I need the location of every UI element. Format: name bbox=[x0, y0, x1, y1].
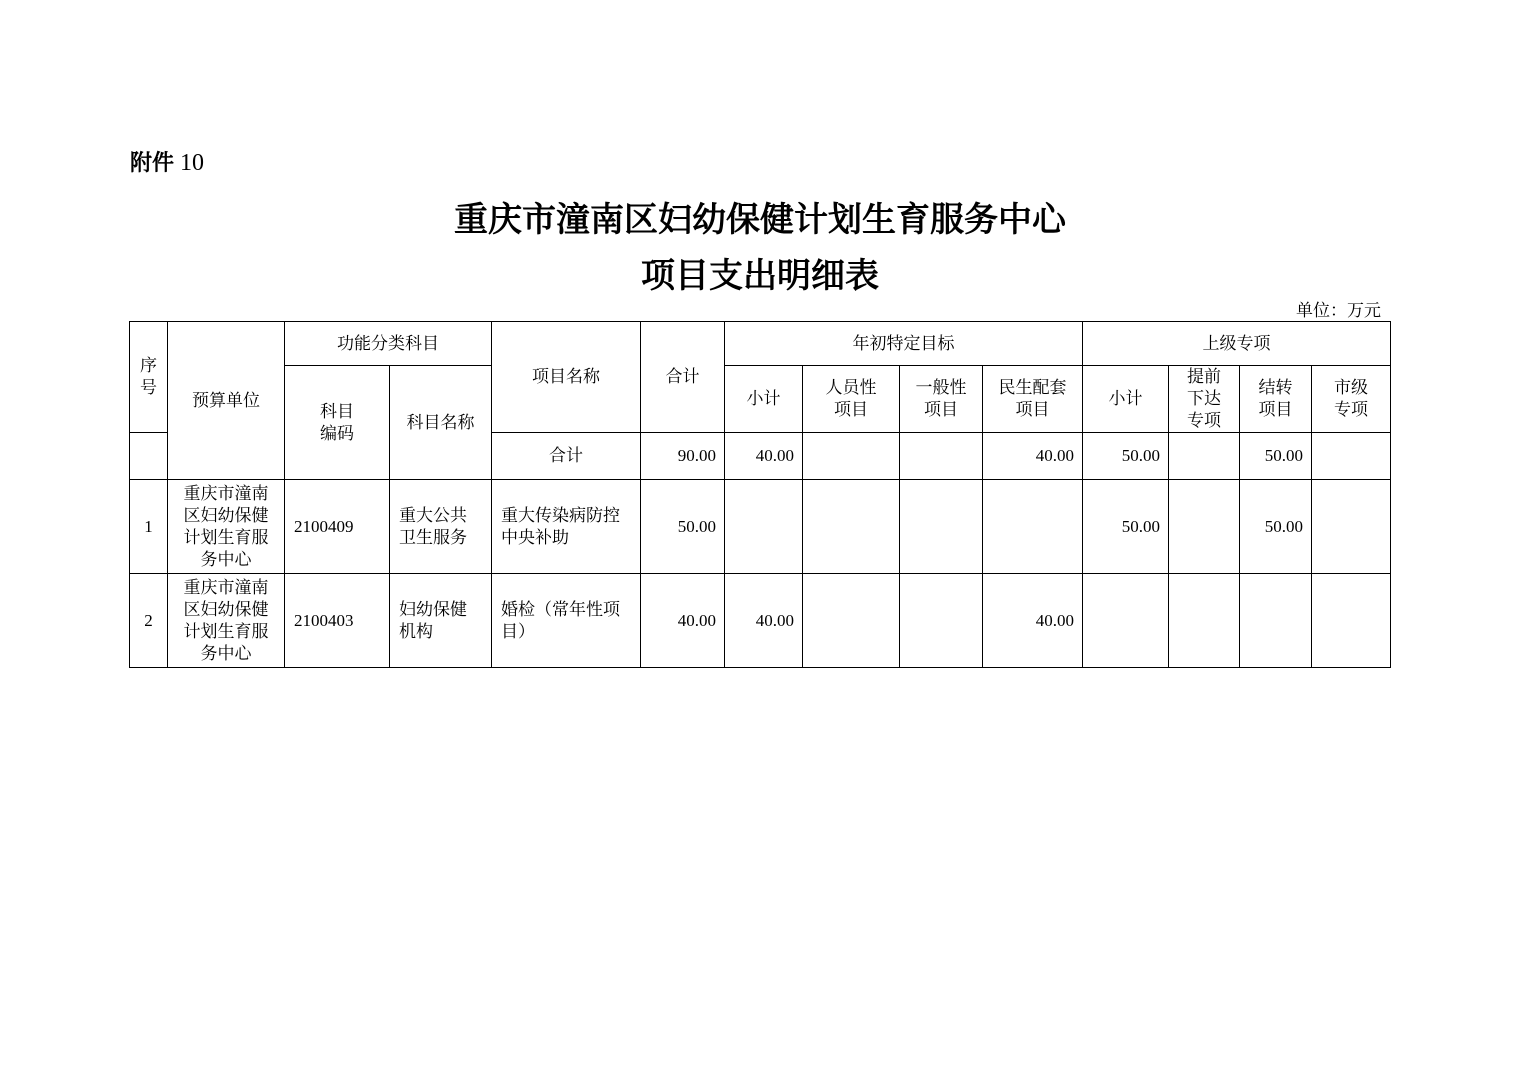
header-code: 科目编码 bbox=[285, 366, 390, 480]
total-total: 90.00 bbox=[641, 433, 725, 480]
header-personnel: 人员性项目 bbox=[803, 366, 900, 433]
header-subject-name: 科目名称 bbox=[390, 366, 492, 480]
total-sup-subtotal: 50.00 bbox=[1083, 433, 1169, 480]
header-carryover: 结转项目 bbox=[1240, 366, 1312, 433]
total-seq bbox=[130, 433, 168, 480]
attachment-label bbox=[130, 146, 204, 177]
row-city bbox=[1312, 574, 1391, 668]
row-total: 50.00 bbox=[641, 480, 725, 574]
header-superior: 上级专项 bbox=[1083, 322, 1391, 366]
header-seq: 序号 bbox=[130, 322, 168, 433]
row-subject: 重大公共卫生服务 bbox=[390, 480, 492, 574]
total-livelihood: 40.00 bbox=[983, 433, 1083, 480]
row-personnel bbox=[803, 480, 900, 574]
row-seq: 1 bbox=[130, 480, 168, 574]
header-subtotal: 小计 bbox=[725, 366, 803, 433]
header-budget-unit: 预算单位 bbox=[168, 322, 285, 480]
row-seq: 2 bbox=[130, 574, 168, 668]
header-livelihood: 民生配套项目 bbox=[983, 366, 1083, 433]
row-project: 婚检（常年性项目） bbox=[492, 574, 641, 668]
page-title: 重庆市潼南区妇幼保健计划生育服务中心 bbox=[454, 200, 1066, 240]
total-city bbox=[1312, 433, 1391, 480]
row-code: 2100403 bbox=[285, 574, 390, 668]
unit-label: 单位：万元 bbox=[1296, 301, 1381, 320]
row-carryover: 50.00 bbox=[1240, 480, 1312, 574]
row-project: 重大传染病防控中央补助 bbox=[492, 480, 641, 574]
row-code: 2100409 bbox=[285, 480, 390, 574]
row-livelihood bbox=[983, 480, 1083, 574]
attachment-number: 10 bbox=[180, 150, 205, 176]
row-subtotal bbox=[725, 480, 803, 574]
row-advance bbox=[1169, 480, 1240, 574]
header-row-2 bbox=[130, 366, 1391, 433]
row-unit: 重庆市潼南区妇幼保健计划生育服务中心 bbox=[168, 480, 285, 574]
row-subtotal: 40.00 bbox=[725, 574, 803, 668]
row-total: 40.00 bbox=[641, 574, 725, 668]
header-total: 合计 bbox=[641, 322, 725, 433]
row-unit: 重庆市潼南区妇幼保健计划生育服务中心 bbox=[168, 574, 285, 668]
header-city: 市级专项 bbox=[1312, 366, 1391, 433]
header-sup-subtotal: 小计 bbox=[1083, 366, 1169, 433]
row-general bbox=[900, 480, 983, 574]
row-carryover bbox=[1240, 574, 1312, 668]
header-annual-target: 年初特定目标 bbox=[725, 322, 1083, 366]
table-row bbox=[130, 480, 1391, 574]
total-carryover: 50.00 bbox=[1240, 433, 1312, 480]
header-func-class: 功能分类科目 bbox=[285, 322, 492, 366]
row-sup-subtotal bbox=[1083, 574, 1169, 668]
page-subtitle: 项目支出明细表 bbox=[641, 256, 879, 296]
table-row bbox=[130, 574, 1391, 668]
attachment-text: 附件 bbox=[130, 151, 175, 176]
row-livelihood: 40.00 bbox=[983, 574, 1083, 668]
total-subtotal: 40.00 bbox=[725, 433, 803, 480]
header-general: 一般性项目 bbox=[900, 366, 983, 433]
row-sup-subtotal: 50.00 bbox=[1083, 480, 1169, 574]
total-advance bbox=[1169, 433, 1240, 480]
expenditure-table bbox=[129, 321, 1391, 668]
header-advance: 提前下达专项 bbox=[1169, 366, 1240, 433]
row-personnel bbox=[803, 574, 900, 668]
row-advance bbox=[1169, 574, 1240, 668]
total-personnel bbox=[803, 433, 900, 480]
row-subject: 妇幼保健机构 bbox=[390, 574, 492, 668]
header-row-1 bbox=[130, 322, 1391, 366]
total-label: 合计 bbox=[492, 433, 641, 480]
row-general bbox=[900, 574, 983, 668]
header-project-name: 项目名称 bbox=[492, 322, 641, 433]
total-general bbox=[900, 433, 983, 480]
row-city bbox=[1312, 480, 1391, 574]
